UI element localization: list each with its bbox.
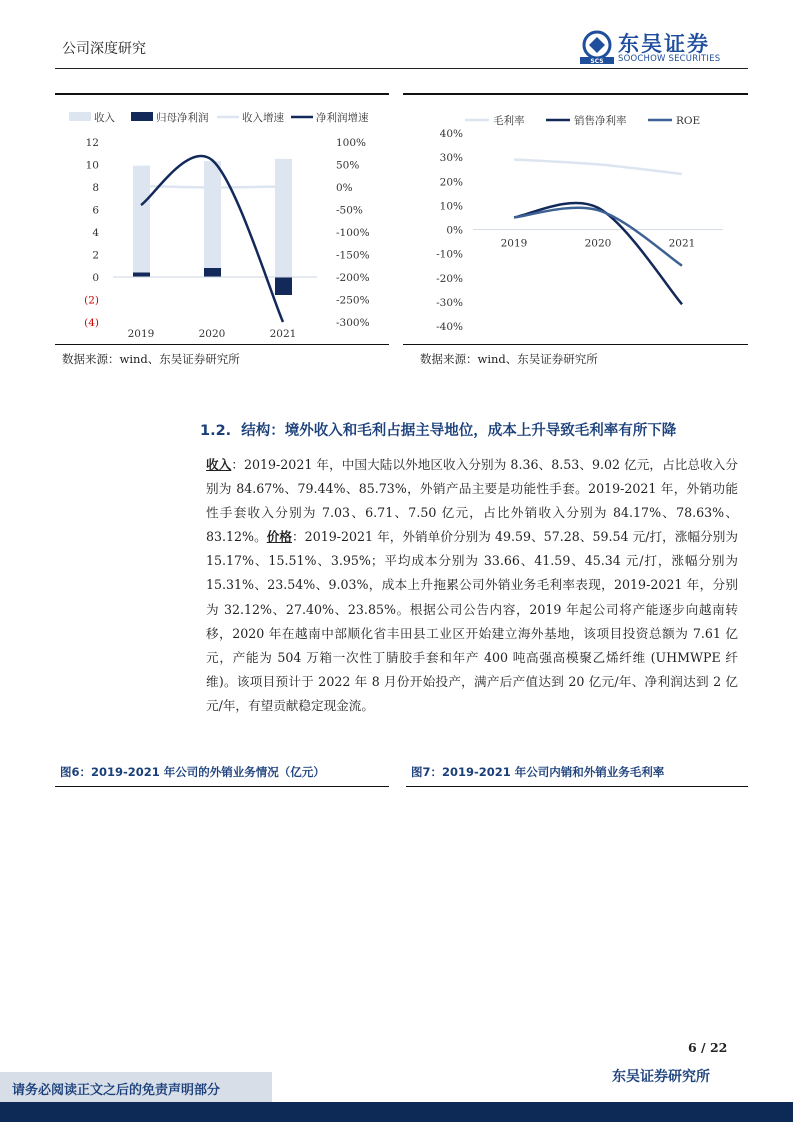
- y-tick-label: 6: [92, 204, 99, 217]
- y-tick-label: 10: [85, 159, 99, 172]
- y-tick-label: -10%: [436, 248, 463, 261]
- y-tick-label: 4: [92, 227, 99, 239]
- y-tick-label: 0%: [446, 224, 463, 237]
- footer-org: 东吴证券研究所: [612, 1069, 710, 1085]
- chart2-source: 数据来源：wind、东吴证券研究所: [420, 352, 598, 366]
- figure-7-caption: 图7：2019-2021 年公司内销和外销业务毛利率: [406, 760, 748, 787]
- x-tick-label: 2021: [668, 237, 696, 250]
- chart-revenue-profit: [55, 93, 389, 345]
- y-tick-label: 30%: [439, 152, 463, 165]
- body-paragraph: [206, 453, 738, 718]
- bar-profit: [204, 268, 221, 277]
- legend-label: 毛利率: [493, 115, 525, 127]
- y-tick-label: (4): [84, 317, 99, 329]
- y2-tick-label: -200%: [336, 272, 370, 284]
- legend-label: 归母净利润: [156, 112, 209, 124]
- legend-swatch: [131, 112, 153, 121]
- keyword-revenue: 收入: [206, 457, 232, 472]
- page-number: 6 / 22: [688, 1040, 728, 1055]
- y2-tick-label: 50%: [336, 159, 360, 172]
- line-revenue-growth: [141, 186, 283, 187]
- chart1-source: 数据来源：wind、东吴证券研究所: [62, 352, 240, 366]
- keyword-price: 价格: [266, 529, 293, 545]
- x-tick-label: 2020: [584, 237, 612, 250]
- bar-profit: [275, 277, 292, 295]
- y2-tick-label: -150%: [336, 249, 370, 262]
- footer-band: [0, 1102, 793, 1122]
- y-tick-label: 2: [92, 249, 99, 262]
- y2-tick-label: 0%: [336, 182, 353, 194]
- legend-label: 净利润增速: [316, 112, 369, 124]
- section-number: 1.2.: [200, 423, 232, 439]
- bar-revenue: [204, 161, 221, 277]
- disclaimer-notice-text: 请务必阅读正文之后的免责声明部分: [12, 1083, 221, 1098]
- disclaimer-notice: [0, 1072, 272, 1102]
- legend-label: 收入增速: [242, 112, 284, 124]
- chart-revenue-profit-svg: [55, 95, 389, 343]
- x-tick-label: 2020: [198, 328, 226, 340]
- y-tick-label: 12: [85, 137, 99, 149]
- figure-6-caption: 图6：2019-2021 年公司的外销业务情况（亿元）: [55, 760, 389, 787]
- legend-swatch: [69, 112, 91, 121]
- y-tick-label: -20%: [436, 272, 463, 285]
- chart-margins: [403, 93, 748, 345]
- brand-logo: [580, 28, 740, 68]
- y-tick-label: 20%: [439, 176, 463, 189]
- header-doc-type: 公司深度研究: [62, 41, 146, 57]
- section-title: 结构：境外收入和毛利占据主导地位，成本上升导致毛利率有所下降: [241, 423, 677, 439]
- line-series: [514, 160, 682, 174]
- y2-tick-label: -50%: [336, 204, 363, 217]
- y-tick-label: -40%: [436, 321, 463, 333]
- logo-en-text: SOOCHOW SECURITIES: [618, 54, 721, 64]
- logo-cn-text: 东吴证券: [618, 32, 710, 56]
- legend-label: ROE: [676, 115, 701, 127]
- y2-tick-label: -100%: [336, 227, 370, 239]
- y2-tick-label: 100%: [336, 137, 367, 149]
- x-tick-label: 2021: [269, 328, 297, 340]
- chart-margins-svg: [403, 95, 748, 343]
- y2-tick-label: -250%: [336, 294, 370, 307]
- y2-tick-label: -300%: [336, 317, 370, 329]
- logo-mark-text: SCS: [590, 58, 604, 64]
- y-tick-label: 40%: [439, 128, 463, 140]
- y-tick-label: 10%: [439, 200, 463, 213]
- y-tick-label: 8: [92, 182, 99, 194]
- header-rule: [55, 68, 748, 69]
- brand-logo-icon: [580, 30, 614, 64]
- section-heading: [200, 419, 676, 440]
- y-tick-label: 0: [92, 272, 99, 284]
- x-tick-label: 2019: [500, 237, 528, 250]
- y-tick-label: (2): [84, 294, 99, 307]
- x-tick-label: 2019: [127, 328, 155, 340]
- body-price-text: ：2019-2021 年，外销单价分别为 49.59、57.28、59.54 元/打，涨幅分别为 15.17%、15.51%、3.95%；平均成本分别为 33.66、41.59、45.34 元/打，涨幅分别为 15.31%、23.54%、9.03%，成本上升拖累公司外销业务毛利率表现，2019-2021 年，分别为 32.12%、27.40%、23.85%。根据公司公告内容，2019 年起公司将产能逐步向越南转移，2020 年在越南中部顺化省丰田县工业区开始建立海外基地，该项目投资总额为 7.61 亿元，产能为 504 万箱一次性丁腈胶手套和年产 400 吨高强高模聚乙烯纤维 (UHMWPE 纤维)。该项目预计于 2022 年 8 月份开始投产，满产后产值达到 20 亿元/年、净利润达到 2 亿元/年，有望贡献稳定现金流。: [206, 529, 738, 713]
- bar-profit: [133, 273, 150, 278]
- legend-label: 收入: [94, 112, 115, 124]
- bar-revenue: [133, 166, 150, 277]
- bar-revenue: [275, 159, 292, 277]
- y-tick-label: -30%: [436, 296, 463, 309]
- legend-label: 销售净利率: [574, 115, 627, 127]
- body-revenue-text: ：2019-2021 年，中国大陆以外地区收入分别为 8.36、8.53、9.02 亿元，占比总收入分别为 84.67%、79.44%、85.73%，外销产品主要是功能性手套。2019-2021 年，外销功能性手套收入分别为 7.03、6.71、7.50 亿元，占比外销收入分别为 84.17%、78.63%、83.12%。: [206, 457, 738, 545]
- line-series: [514, 203, 682, 304]
